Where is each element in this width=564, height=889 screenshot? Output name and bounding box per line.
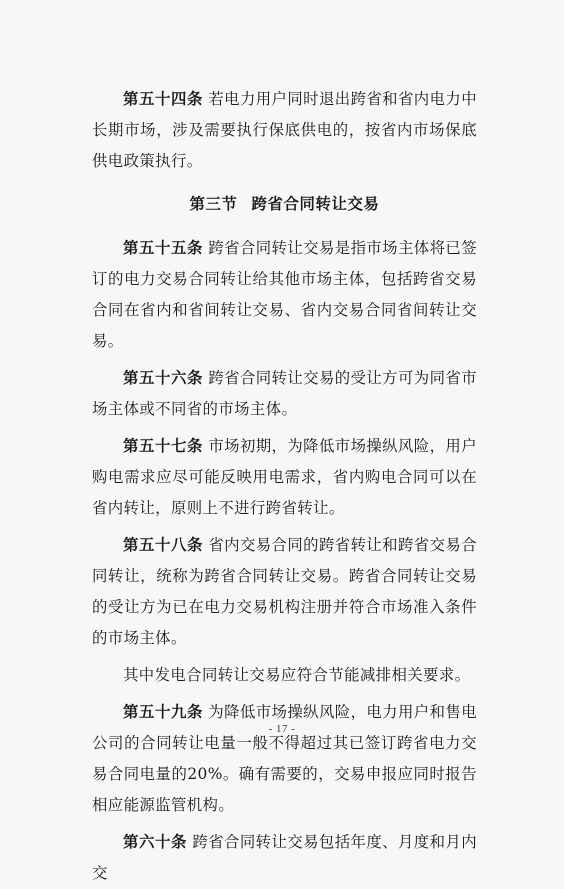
article-number: 第五十五条 [123,239,204,257]
paragraph-article-59 [92,697,477,821]
page-number: - 17 - [268,723,296,735]
article-number: 第五十四条 [123,90,204,108]
article-text: 跨省合同转让交易的受让方可为同省市场主体或不同省的市场主体。 [92,369,477,418]
page-body [92,84,477,889]
paragraph-article-55 [92,233,477,357]
article-number: 第五十九条 [123,703,204,721]
article-number: 第六十条 [123,833,188,851]
article-text: 跨省合同转让交易包括年度、月度和月内交 [92,833,478,882]
paragraph-article-56 [92,363,477,425]
article-text: 其中发电合同转让交易应符合节能减排相关要求。 [123,666,471,684]
section-number: 第三节 [189,195,238,213]
article-number: 第五十七条 [123,437,204,455]
article-number: 第五十八条 [123,536,204,554]
article-text: 若电力用户同时退出跨省和省内电力中长期市场，涉及需要执行保底供电的，按省内市场保底供电政策执行。 [92,90,477,170]
section-heading [92,189,477,220]
article-text: 跨省合同转让交易是指市场主体将已签订的电力交易合同转让给其他市场主体，包括跨省交易合同在省内和省间转让交易、省内交易合同省间转让交易。 [92,239,477,350]
article-text: 市场初期，为降低市场操纵风险，用户购电需求应尽可能反映用电需求，省内购电合同可以在省内转让，原则上不进行跨省转让。 [92,437,477,517]
paragraph-article-60 [92,827,477,889]
paragraph-continuation [92,660,477,691]
article-text: 为降低市场操纵风险，电力用户和售电公司的合同转让电量一般不得超过其已签订跨省电力交易合同电量的20%。确有需要的，交易申报应同时报告相应能源监管机构。 [92,703,477,814]
paragraph-article-57 [92,431,477,524]
article-number: 第五十六条 [123,369,204,387]
paragraph-article-54 [92,84,477,177]
section-title: 跨省合同转让交易 [251,195,380,213]
paragraph-article-58 [92,530,477,654]
article-text: 省内交易合同的跨省转让和跨省交易合同转让，统称为跨省合同转让交易。跨省合同转让交易的受让方为已在电力交易机构注册并符合市场准入条件的市场主体。 [92,536,477,647]
